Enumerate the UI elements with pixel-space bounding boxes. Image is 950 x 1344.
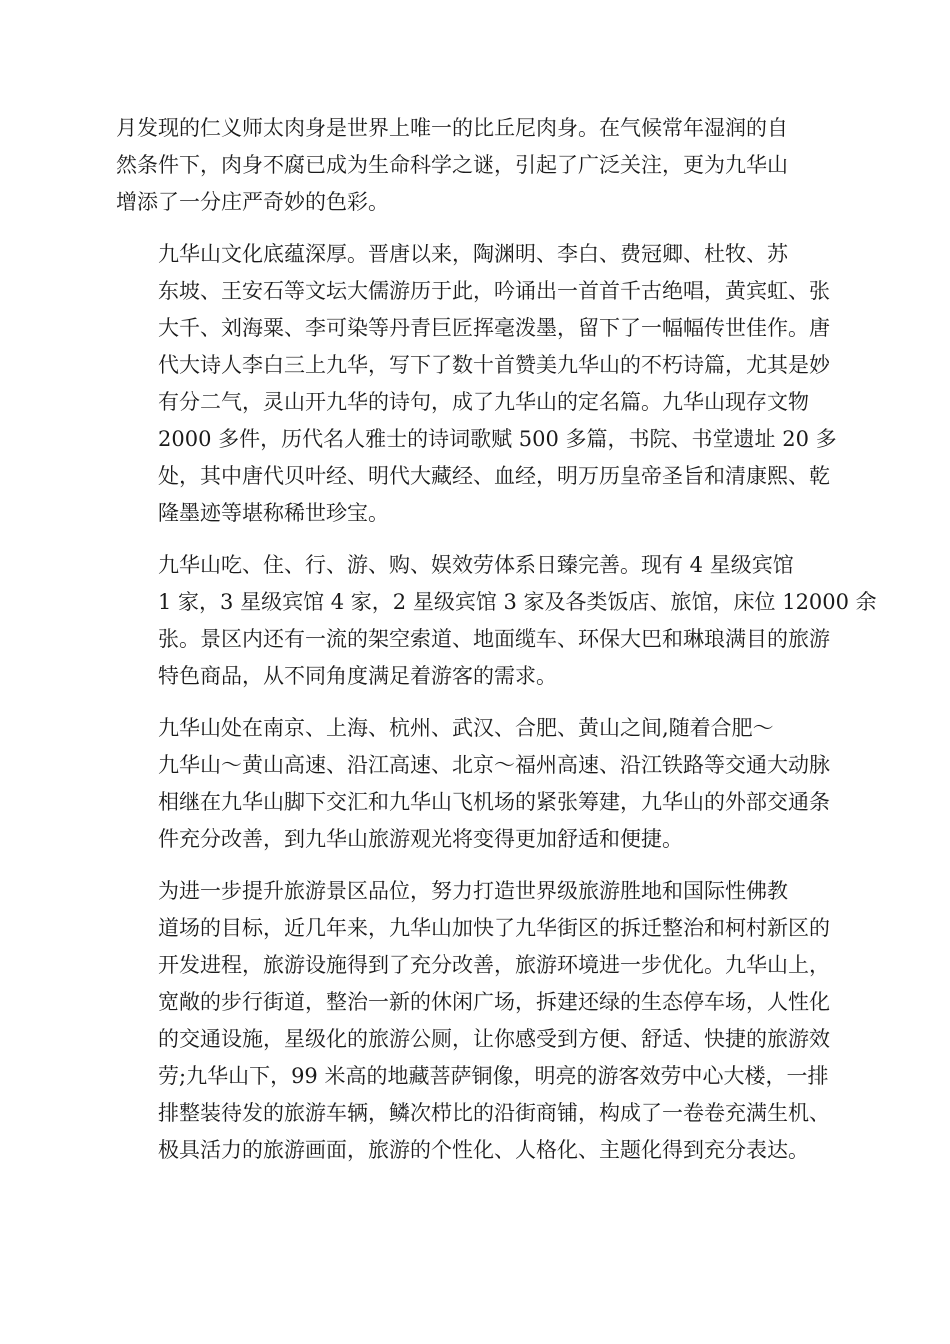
text-line: 开发进程，旅游设施得到了充分改善，旅游环境进一步优化。九华山上， — [158, 953, 830, 977]
text-line: 道场的目标，近几年来，九华山加快了九华街区的拆迁整治和柯村新区的 — [158, 916, 830, 940]
text-line: 相继在九华山脚下交汇和九华山飞机场的紧张筹建，九华山的外部交通条 — [158, 790, 830, 814]
text-line: 代大诗人李白三上九华，写下了数十首赞美九华山的不朽诗篇，尤其是妙 — [158, 353, 830, 377]
text-line: 大千、刘海粟、李可染等丹青巨匠挥毫泼墨，留下了一幅幅传世佳作。唐 — [158, 316, 830, 340]
text-line: 隆墨迹等堪称稀世珍宝。 — [158, 501, 389, 525]
paragraph-development — [116, 873, 834, 1169]
text-line: 张。景区内还有一流的架空索道、地面缆车、环保大巴和琳琅满目的旅游 — [158, 627, 830, 651]
text-line: 极具活力的旅游画面，旅游的个性化、人格化、主题化得到充分表达。 — [158, 1138, 809, 1162]
text-line: 东坡、王安石等文坛大儒游历于此，吟诵出一首首千古绝唱，黄宾虹、张 — [158, 279, 830, 303]
text-line: 增添了一分庄严奇妙的色彩。 — [116, 190, 389, 214]
document-body — [116, 110, 877, 1184]
paragraph-transport — [116, 710, 834, 858]
paragraph-relic-continuation — [116, 110, 834, 221]
text-line: 1 家，3 星级宾馆 4 家，2 星级宾馆 3 家及各类饭店、旅馆，床位 12000 余 — [158, 590, 877, 614]
text-line: 排整装待发的旅游车辆，鳞次栉比的沿街商铺，构成了一卷卷充满生机、 — [158, 1101, 830, 1125]
text-line: 2000 多件，历代名人雅士的诗词歌赋 500 多篇，书院、书堂遗址 20 多 — [158, 427, 837, 451]
text-line: 宽敞的步行街道，整治一新的休闲广场，拆建还绿的生态停车场，人性化 — [158, 990, 830, 1014]
text-line: 九华山处在南京、上海、杭州、武汉、合肥、黄山之间,随着合肥～ — [158, 716, 774, 740]
text-line: 特色商品，从不同角度满足着游客的需求。 — [158, 664, 557, 688]
text-line: 月发现的仁义师太肉身是世界上唯一的比丘尼肉身。在气候常年湿润的自 — [116, 116, 788, 140]
text-line: 九华山文化底蕴深厚。晋唐以来，陶渊明、李白、费冠卿、杜牧、苏 — [158, 242, 788, 266]
text-line: 劳;九华山下，99 米高的地藏菩萨铜像，明亮的游客效劳中心大楼，一排 — [158, 1064, 829, 1088]
text-line: 九华山～黄山高速、沿江高速、北京～福州高速、沿江铁路等交通大动脉 — [158, 753, 830, 777]
paragraph-culture — [116, 236, 837, 532]
text-line: 为进一步提升旅游景区品位，努力打造世界级旅游胜地和国际性佛教 — [158, 879, 788, 903]
paragraph-services — [116, 547, 877, 695]
text-line: 的交通设施，星级化的旅游公厕，让你感受到方便、舒适、快捷的旅游效 — [158, 1027, 830, 1051]
text-line: 有分二气，灵山开九华的诗句，成了九华山的定名篇。九华山现存文物 — [158, 390, 809, 414]
text-line: 件充分改善，到九华山旅游观光将变得更加舒适和便捷。 — [158, 827, 683, 851]
text-line: 九华山吃、住、行、游、购、娱效劳体系日臻完善。现有 4 星级宾馆 — [158, 553, 794, 577]
text-line: 处，其中唐代贝叶经、明代大藏经、血经，明万历皇帝圣旨和清康熙、乾 — [158, 464, 830, 488]
text-line: 然条件下，肉身不腐已成为生命科学之谜，引起了广泛关注，更为九华山 — [116, 153, 788, 177]
